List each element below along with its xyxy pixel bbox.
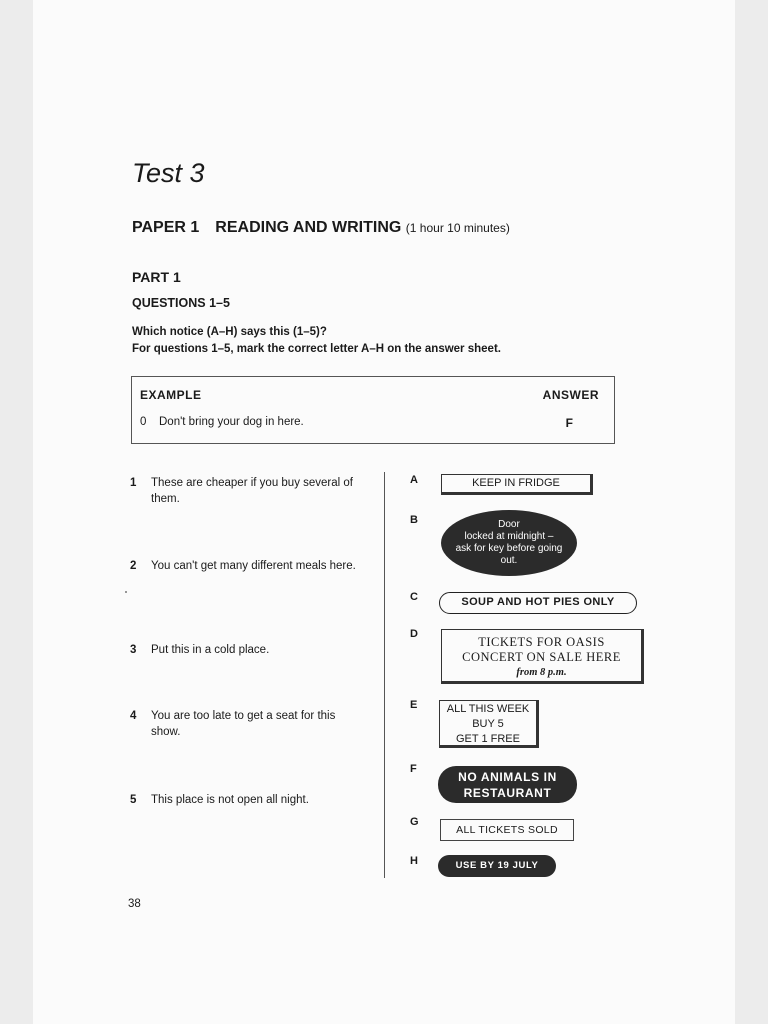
notice-g-sign bbox=[440, 819, 574, 841]
scan-speck bbox=[125, 591, 127, 593]
test-title: Test 3 bbox=[132, 158, 205, 188]
notice-letter-d: D bbox=[410, 628, 418, 640]
notice-e-line: GET 1 FREE bbox=[456, 733, 520, 745]
question-number: 5 bbox=[130, 794, 137, 806]
notice-a-text: KEEP IN FRIDGE bbox=[472, 477, 560, 489]
notice-g-text: ALL TICKETS SOLD bbox=[456, 824, 558, 836]
paper-label: PAPER 1 bbox=[132, 219, 200, 236]
notice-letter-c: C bbox=[410, 591, 418, 603]
notice-letter-e: E bbox=[410, 699, 418, 711]
notice-d-line: CONCERT ON SALE HERE bbox=[462, 650, 621, 664]
notice-b-line: out. bbox=[500, 555, 518, 566]
notice-h-sign bbox=[438, 855, 556, 877]
notice-b-text bbox=[456, 519, 563, 567]
notice-c-sign bbox=[439, 592, 637, 614]
example-label: EXAMPLE bbox=[140, 388, 202, 402]
notice-f-sign bbox=[438, 766, 577, 803]
question-text: This place is not open all night. bbox=[151, 794, 309, 806]
example-answer: F bbox=[565, 416, 573, 430]
notice-f-text bbox=[458, 769, 557, 801]
part-heading: PART 1 bbox=[132, 269, 181, 285]
question-text: You can't get many different meals here. bbox=[151, 560, 356, 572]
questions-heading: QUESTIONS 1–5 bbox=[132, 296, 230, 310]
notice-a-sign bbox=[441, 474, 593, 495]
notice-letter-h: H bbox=[410, 855, 418, 867]
notice-b-sign bbox=[441, 510, 577, 576]
notice-b-line: Door bbox=[498, 519, 520, 530]
notice-e-line: BUY 5 bbox=[472, 718, 504, 730]
notice-e-sign bbox=[439, 700, 539, 748]
notice-d-line: TICKETS FOR OASIS bbox=[478, 635, 605, 649]
notice-f-line: RESTAURANT bbox=[463, 785, 552, 800]
question-number: 3 bbox=[130, 644, 137, 656]
notice-d-sign bbox=[441, 629, 644, 684]
page-number: 38 bbox=[128, 898, 141, 910]
notice-b-line: locked at midnight – bbox=[464, 531, 554, 542]
example-number: 0 bbox=[140, 416, 147, 428]
notice-c-text: SOUP AND HOT PIES ONLY bbox=[461, 596, 615, 608]
paper-heading bbox=[132, 219, 510, 237]
question-text: Put this in a cold place. bbox=[151, 644, 270, 656]
instructions bbox=[132, 324, 501, 358]
paper-name: READING AND WRITING bbox=[215, 219, 402, 236]
instruction-line-1: Which notice (A–H) says this (1–5)? bbox=[132, 326, 327, 338]
notice-e-line: ALL THIS WEEK bbox=[446, 703, 530, 715]
notice-letter-f: F bbox=[410, 763, 417, 775]
example-text: Don't bring your dog in here. bbox=[159, 416, 304, 428]
notice-b-line: ask for key before going bbox=[455, 543, 563, 554]
notice-letter-g: G bbox=[410, 816, 419, 828]
notice-letter-a: A bbox=[410, 474, 418, 486]
notice-h-text: USE BY 19 JULY bbox=[455, 860, 539, 871]
instruction-line-2: For questions 1–5, mark the correct letter A–H on the answer sheet. bbox=[132, 343, 501, 355]
notice-f-line: NO ANIMALS IN bbox=[458, 769, 557, 784]
notice-letter-b: B bbox=[410, 514, 418, 526]
answer-label: ANSWER bbox=[542, 388, 599, 402]
question-number: 2 bbox=[130, 560, 137, 572]
question-text: These are cheaper if you buy several of them. bbox=[151, 477, 354, 505]
document-page bbox=[33, 0, 735, 1024]
question-number: 1 bbox=[130, 477, 137, 489]
paper-duration: (1 hour 10 minutes) bbox=[405, 221, 510, 235]
question-number: 4 bbox=[130, 710, 137, 722]
question-text: You are too late to get a seat for this show. bbox=[151, 710, 336, 738]
example-box bbox=[131, 376, 615, 444]
notice-d-line: from 8 p.m. bbox=[516, 667, 567, 678]
column-divider bbox=[384, 472, 385, 878]
